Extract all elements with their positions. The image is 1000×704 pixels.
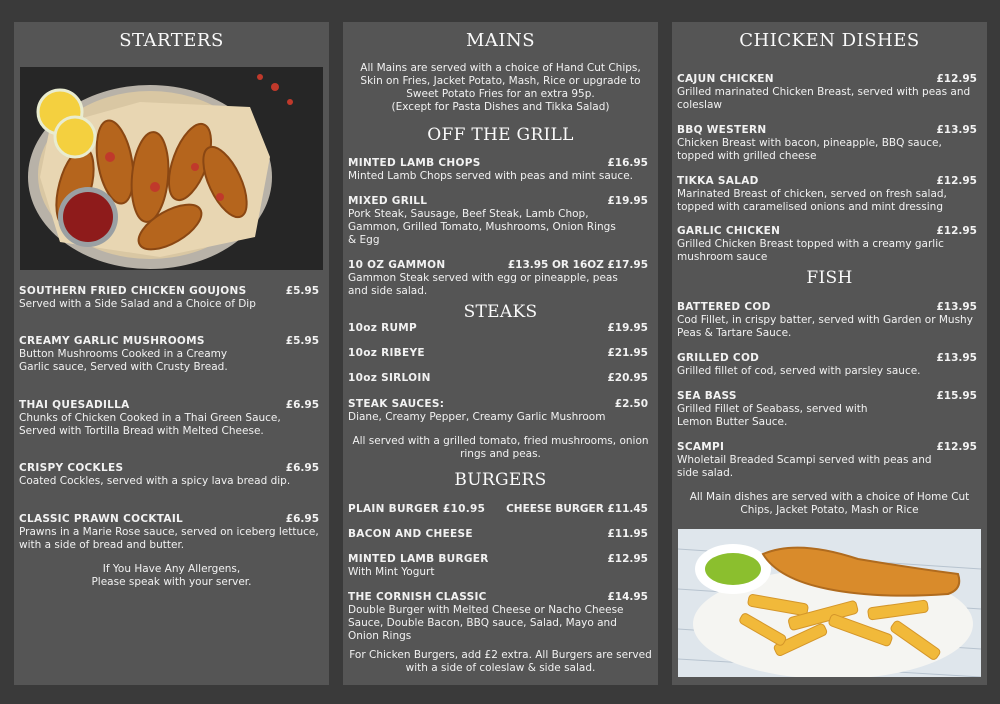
item-name: MIXED GRILL: [348, 195, 428, 207]
chicken-fish-panel: [672, 22, 987, 685]
item-price: £19.95: [607, 195, 648, 207]
menu-item: [19, 462, 319, 488]
item-desc: Double Burger with Melted Cheese or Nacho Cheese Sauce, Double Bacon, BBQ sauce, Salad, Mayo and Onion Rings: [348, 604, 624, 642]
item-name: 10oz RUMP: [348, 322, 418, 334]
menu-item: [348, 157, 648, 183]
item-desc: Coated Cockles, served with a spicy lava bread dip.: [19, 475, 291, 487]
item-price: £16.95: [607, 157, 648, 169]
item-name: GRILLED COD: [677, 352, 760, 364]
item-name: THE CORNISH CLASSIC: [348, 591, 487, 603]
item-name: GARLIC CHICKEN: [677, 225, 781, 237]
steaks-title: STEAKS: [463, 302, 538, 322]
item-desc: Chunks of Chicken Cooked in a Thai Green Sauce, Served with Tortilla Bread with Melted Cheese.: [19, 412, 281, 437]
fish-note: All Main dishes are served with a choice of Home Cut Chips, Jacket Potato, Mash or Rice: [689, 491, 970, 516]
item-price: £11.95: [607, 528, 648, 540]
item-desc: Pork Steak, Sausage, Beef Steak, Lamb Chop, Gammon, Grilled Tomato, Mushrooms, Onion Rings & Egg: [348, 208, 616, 246]
item-desc: Minted Lamb Chops served with peas and mint sauce.: [348, 170, 633, 182]
chicken-title: CHICKEN DISHES: [739, 30, 920, 51]
item-desc: Gammon Steak served with egg or pineapple, peas and side salad.: [348, 272, 618, 297]
menu-item: [348, 591, 648, 643]
chicken-goujons-photo: [20, 67, 323, 270]
item-price: £5.95: [285, 335, 319, 347]
item-desc: Cod Fillet, in crispy batter, served with Garden or Mushy Peas & Tartare Sauce.: [677, 314, 973, 339]
item-desc: Wholetail Breaded Scampi served with peas and side salad.: [677, 454, 932, 479]
item-desc: Grilled fillet of cod, served with parsley sauce.: [677, 365, 921, 377]
item-price: £12.95: [936, 175, 977, 187]
item-name: CAJUN CHICKEN: [677, 73, 774, 85]
item-name: 10 OZ GAMMON: [348, 259, 446, 271]
item-price: CHEESE BURGER £11.45: [506, 503, 648, 515]
item-name: SEA BASS: [677, 390, 737, 402]
item-name: MINTED LAMB BURGER: [348, 553, 489, 565]
item-desc: Prawns in a Marie Rose sauce, served on iceberg lettuce, with a side of bread and butter.: [19, 526, 319, 551]
item-desc: Diane, Creamy Pepper, Creamy Garlic Mushroom: [348, 411, 606, 423]
item-name: BBQ WESTERN: [677, 124, 767, 136]
item-price: £14.95: [607, 591, 648, 603]
mains-intro: All Mains are served with a choice of Hand Cut Chips, Skin on Fries, Jacket Potato, Mash, Rice or upgrade to Sweet Potato Fries for an extra 95p. (Except for Pasta Dishes and Tikka Salad): [360, 62, 641, 113]
item-price: £20.95: [607, 372, 648, 384]
mains-panel: [343, 22, 658, 685]
menu-item: [348, 398, 648, 424]
item-name: 10oz RIBEYE: [348, 347, 425, 359]
steaks-note: All served with a grilled tomato, fried mushrooms, onion rings and peas.: [352, 435, 649, 460]
item-price: £5.95: [285, 285, 319, 297]
menu-item: [348, 322, 648, 335]
item-name: CREAMY GARLIC MUSHROOMS: [19, 335, 205, 347]
item-name: MINTED LAMB CHOPS: [348, 157, 481, 169]
item-name: BACON AND CHEESE: [348, 528, 473, 540]
burgers-note: For Chicken Burgers, add £2 extra. All Burgers are served with a side of coleslaw & side salad.: [349, 649, 652, 674]
fish-and-chips-photo: [678, 529, 981, 677]
item-name: STEAK SAUCES:: [348, 398, 445, 410]
item-name: BATTERED COD: [677, 301, 771, 313]
item-price: £13.95: [936, 352, 977, 364]
item-desc: With Mint Yogurt: [348, 566, 435, 578]
item-price: £6.95: [285, 513, 319, 525]
item-price: £15.95: [936, 390, 977, 402]
item-desc: Marinated Breast of chicken, served on fresh salad, topped with caramelised onions and mint dressing: [677, 188, 947, 213]
menu-item: [677, 352, 977, 378]
item-price: £13.95: [936, 124, 977, 136]
item-price: £12.95: [936, 225, 977, 237]
menu-item: [677, 175, 977, 214]
item-price: £6.95: [285, 462, 319, 474]
item-price: £2.50: [614, 398, 648, 410]
menu-item: [19, 513, 319, 552]
menu-item: [348, 528, 648, 541]
menu-item: [348, 195, 648, 247]
item-name: SCAMPI: [677, 441, 725, 453]
item-price: £21.95: [607, 347, 648, 359]
fish-title: FISH: [806, 268, 853, 288]
item-desc: Grilled Chicken Breast topped with a creamy garlic mushroom sauce: [677, 238, 944, 263]
allergen-note: If You Have Any Allergens, Please speak with your server.: [91, 563, 252, 588]
item-desc: Grilled Fillet of Seabass, served with Lemon Butter Sauce.: [677, 403, 868, 428]
item-name: 10oz SIRLOIN: [348, 372, 431, 384]
grill-title: OFF THE GRILL: [427, 125, 574, 145]
item-price: £12.95: [936, 441, 977, 453]
menu-item: [677, 225, 977, 264]
item-price: £19.95: [607, 322, 648, 334]
menu-item: [19, 285, 319, 311]
starters-panel: [14, 22, 329, 685]
menu-item: [677, 390, 977, 429]
item-name: SOUTHERN FRIED CHICKEN GOUJONS: [19, 285, 247, 297]
item-name: CRISPY COCKLES: [19, 462, 124, 474]
item-name: THAI QUESADILLA: [19, 399, 130, 411]
item-price: £6.95: [285, 399, 319, 411]
item-price: £13.95: [936, 301, 977, 313]
menu-item: [677, 441, 977, 480]
item-desc: Button Mushrooms Cooked in a Creamy Garlic sauce, Served with Crusty Bread.: [19, 348, 228, 373]
item-desc: Chicken Breast with bacon, pineapple, BBQ sauce, topped with grilled cheese: [677, 137, 942, 162]
menu-item: [19, 399, 319, 438]
item-price: £12.95: [607, 553, 648, 565]
burgers-title: BURGERS: [454, 470, 547, 490]
item-price: £13.95 OR 16OZ £17.95: [507, 259, 648, 271]
menu-item: [348, 259, 648, 298]
item-name: TIKKA SALAD: [677, 175, 759, 187]
menu-item: [677, 73, 977, 112]
menu-item: [348, 503, 648, 516]
menu-item: [677, 301, 977, 340]
menu-item: [348, 347, 648, 360]
menu-item: [677, 124, 977, 163]
starters-title: STARTERS: [119, 30, 224, 51]
item-name: PLAIN BURGER £10.95: [348, 503, 486, 515]
item-price: £12.95: [936, 73, 977, 85]
mains-title: MAINS: [465, 30, 536, 51]
item-desc: Grilled marinated Chicken Breast, served with peas and coleslaw: [677, 86, 971, 111]
menu-item: [348, 372, 648, 385]
item-name: CLASSIC PRAWN COCKTAIL: [19, 513, 184, 525]
menu-item: [348, 553, 648, 579]
item-desc: Served with a Side Salad and a Choice of Dip: [19, 298, 256, 310]
menu-item: [19, 335, 319, 374]
